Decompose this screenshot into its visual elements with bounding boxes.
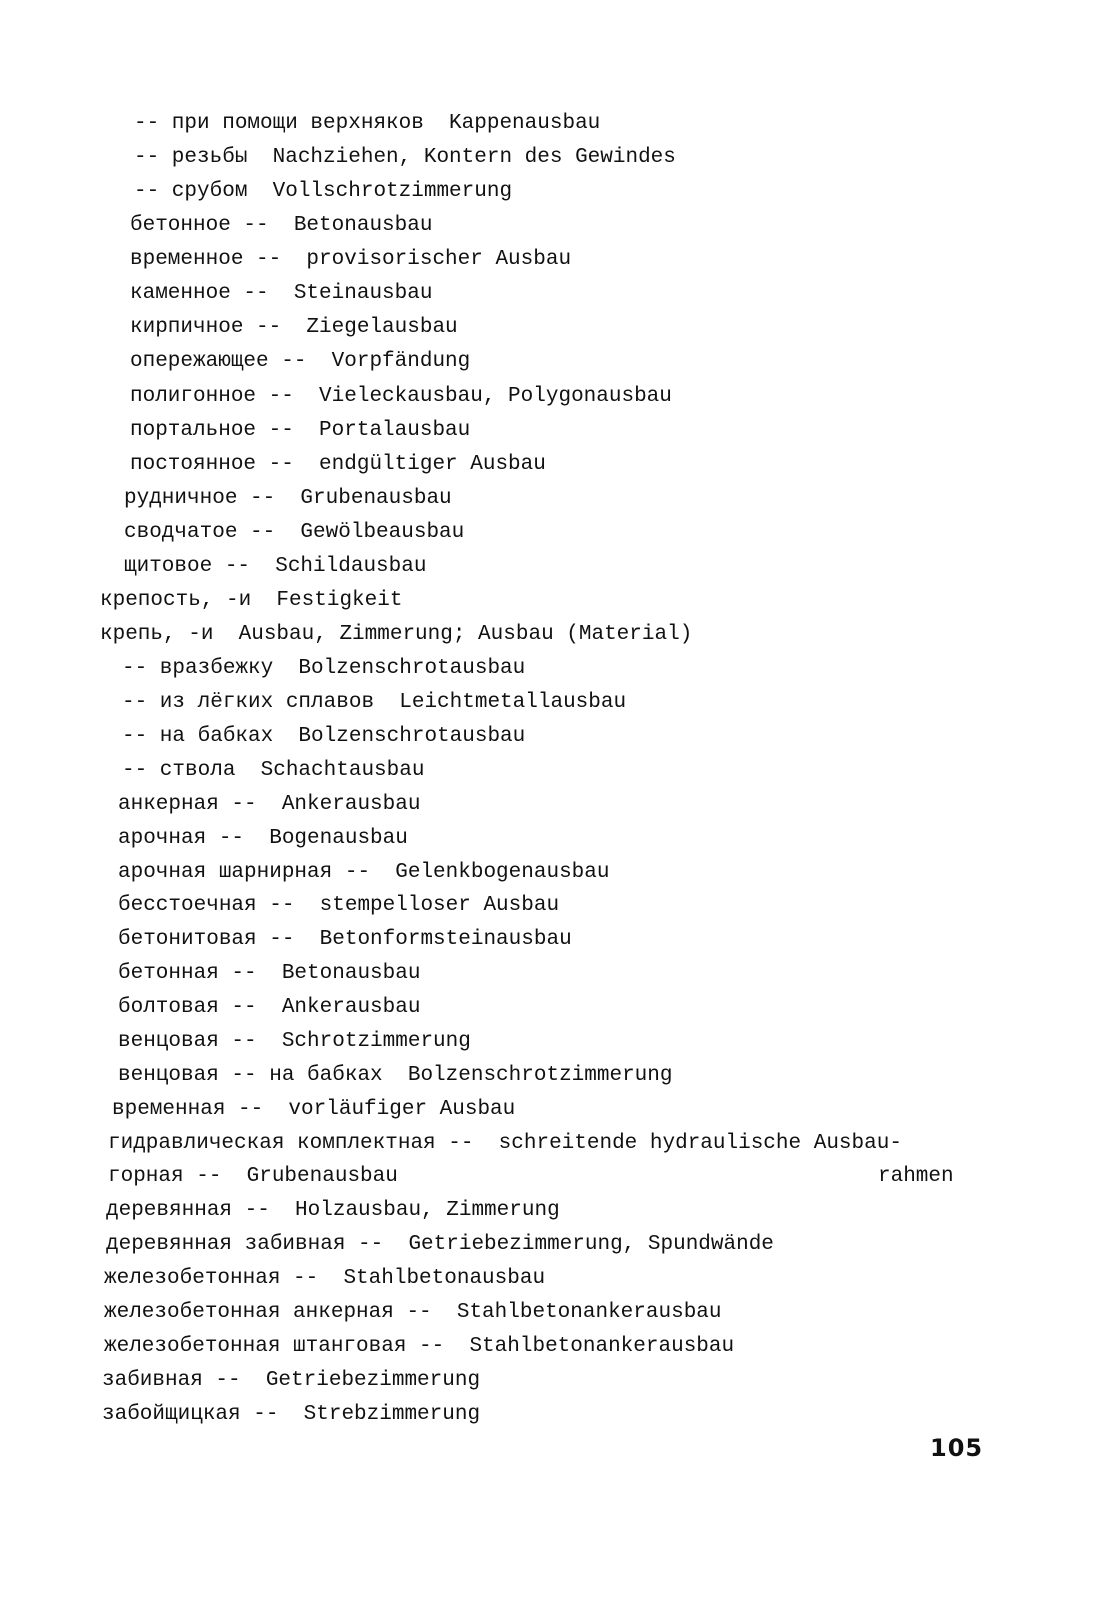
dictionary-entry: -- ствола Schachtausbau — [122, 759, 425, 782]
dictionary-entry: -- на бабках Bolzenschrotausbau — [122, 725, 526, 748]
dictionary-entry: рудничное -- Grubenausbau — [124, 487, 452, 510]
dictionary-entry: гидравлическая комплектная -- schreitende hydraulische Ausbau- — [108, 1132, 902, 1155]
page-number: 105 — [930, 1434, 984, 1462]
dictionary-entry: портальное -- Portalausbau — [130, 419, 471, 442]
dictionary-entry: болтовая -- Ankerausbau — [118, 996, 421, 1019]
dictionary-entry: -- при помощи верхняков Kappenausbau — [134, 112, 601, 135]
dictionary-entry: забойщицкая -- Strebzimmerung — [102, 1403, 481, 1426]
dictionary-entry: железобетонная анкерная -- Stahlbetonankerausbau — [104, 1301, 722, 1324]
dictionary-entry: опережающее -- Vorpfändung — [130, 350, 471, 373]
dictionary-entry: кирпичное -- Ziegelausbau — [130, 316, 458, 339]
dictionary-entry: полигонное -- Vieleckausbau, Polygonausbau — [130, 385, 672, 408]
dictionary-entry: щитовое -- Schildausbau — [124, 555, 427, 578]
dictionary-entry: постоянное -- endgültiger Ausbau — [130, 453, 546, 476]
dictionary-entry: горная -- Grubenausbau — [108, 1165, 398, 1188]
dictionary-entry: анкерная -- Ankerausbau — [118, 793, 421, 816]
dictionary-entry: деревянная -- Holzausbau, Zimmerung — [106, 1199, 560, 1222]
dictionary-entry: забивная -- Getriebezimmerung — [102, 1369, 481, 1392]
dictionary-entry: -- резьбы Nachziehen, Kontern des Gewindes — [134, 146, 676, 169]
dictionary-entry: арочная шарнирная -- Gelenkbogenausbau — [118, 861, 610, 884]
dictionary-entry: крепь, -и Ausbau, Zimmerung; Ausbau (Material) — [100, 623, 693, 646]
dictionary-entry: бетонная -- Betonausbau — [118, 962, 421, 985]
dictionary-entry: -- из лёгких сплавов Leichtmetallausbau — [122, 691, 627, 714]
dictionary-entry: сводчатое -- Gewölbeausbau — [124, 521, 465, 544]
dictionary-entry: деревянная забивная -- Getriebezimmerung, Spundwände — [106, 1233, 774, 1256]
dictionary-entry: бетонное -- Betonausbau — [130, 214, 433, 237]
dictionary-entry: арочная -- Bogenausbau — [118, 827, 408, 850]
dictionary-entry: временное -- provisorischer Ausbau — [130, 248, 572, 271]
hyphenation-continuation: rahmen — [878, 1165, 954, 1188]
dictionary-entry: железобетонная -- Stahlbetonausbau — [104, 1267, 546, 1290]
dictionary-entry: -- срубом Vollschrotzimmerung — [134, 180, 513, 203]
dictionary-entry: временная -- vorläufiger Ausbau — [112, 1098, 516, 1121]
dictionary-entry: железобетонная штанговая -- Stahlbetonankerausbau — [104, 1335, 735, 1358]
dictionary-entry: венцовая -- на бабках Bolzenschrotzimmerung — [118, 1064, 673, 1087]
dictionary-entry: бетонитовая -- Betonformsteinausbau — [118, 928, 572, 951]
dictionary-entry: крепость, -и Festigkeit — [100, 589, 403, 612]
dictionary-entry: венцовая -- Schrotzimmerung — [118, 1030, 471, 1053]
dictionary-entry: бесстоечная -- stempelloser Ausbau — [118, 894, 560, 917]
dictionary-entry: -- вразбежку Bolzenschrotausbau — [122, 657, 526, 680]
dictionary-entry: каменное -- Steinausbau — [130, 282, 433, 305]
